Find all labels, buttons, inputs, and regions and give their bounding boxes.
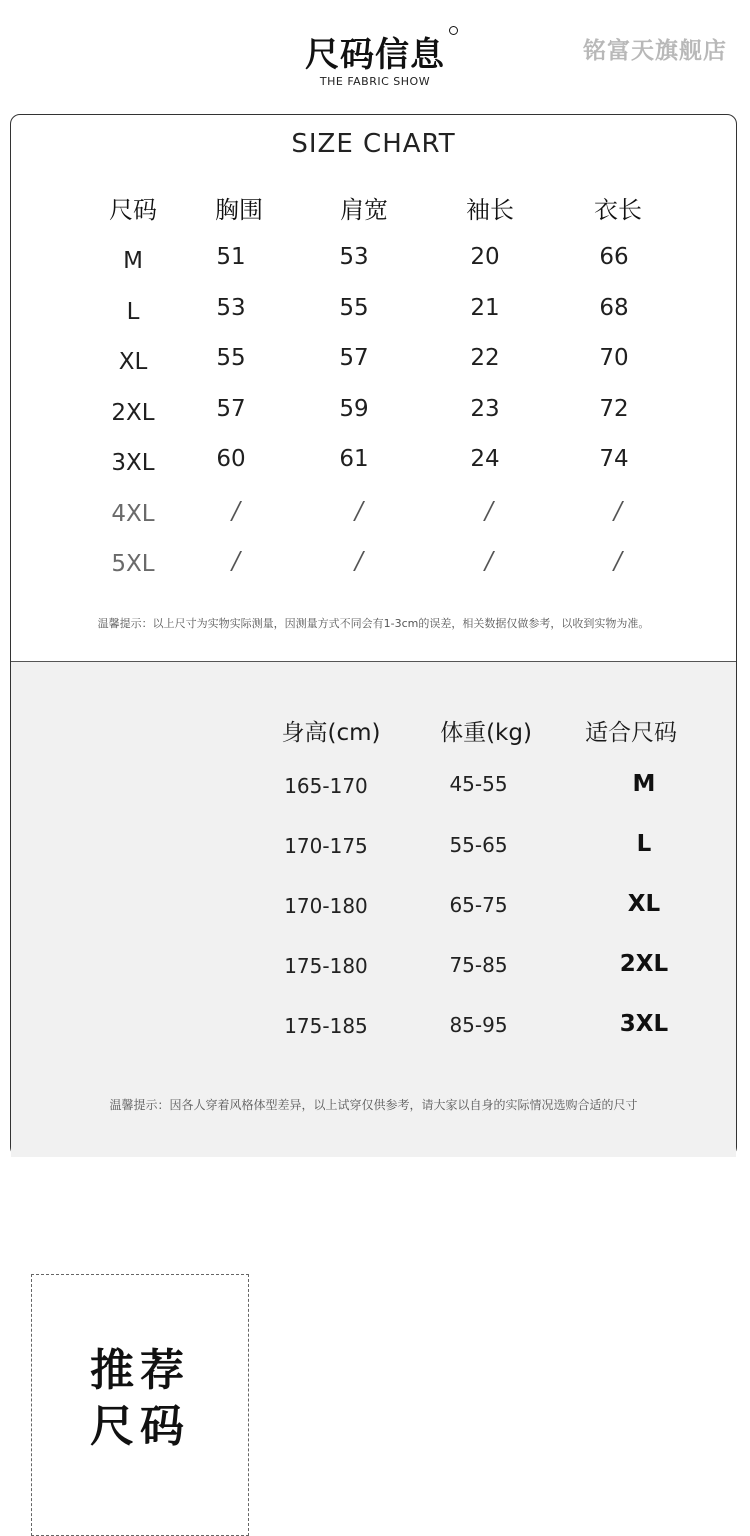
recommend-label-box xyxy=(31,1274,249,1536)
sleeve-cell: / xyxy=(484,497,494,525)
shoulder-cell: 61 xyxy=(339,446,369,472)
size-cell: 5XL xyxy=(111,551,155,577)
recommend-section xyxy=(11,661,736,1452)
size-card xyxy=(10,114,737,1452)
recommend-note: 温馨提示：因各人穿着风格体型差异，以上试穿仅供参考，请大家以自身的实际情况选购合适的尺寸 xyxy=(109,1098,638,1112)
height-cell: 175-180 xyxy=(284,954,368,978)
size-chart-title: SIZE CHART xyxy=(291,129,456,159)
col-header-sleeve: 袖长 xyxy=(466,196,514,224)
shoulder-cell: / xyxy=(354,547,364,575)
fit-size-cell: M xyxy=(632,771,656,797)
length-cell: 74 xyxy=(599,446,629,472)
fit-size-cell: 3XL xyxy=(619,1011,669,1037)
col-header-chest: 胸围 xyxy=(215,196,263,224)
weight-cell: 65-75 xyxy=(449,893,508,917)
col-header-size: 尺码 xyxy=(109,196,157,224)
sleeve-cell: / xyxy=(484,547,494,575)
sleeve-cell: 23 xyxy=(470,396,500,422)
sleeve-cell: 24 xyxy=(470,446,500,472)
length-cell: / xyxy=(613,497,623,525)
chest-cell: 55 xyxy=(216,345,246,371)
fit-size-cell: 2XL xyxy=(619,951,669,977)
shoulder-cell: 59 xyxy=(339,396,369,422)
page-subtitle: THE FABRIC SHOW xyxy=(319,75,431,88)
fit-size-cell: XL xyxy=(627,891,661,917)
sleeve-cell: 20 xyxy=(470,244,500,270)
size-cell: M xyxy=(123,248,143,274)
length-cell: 66 xyxy=(599,244,629,270)
chest-cell: 60 xyxy=(216,446,246,472)
height-cell: 165-170 xyxy=(284,774,368,798)
length-cell: 70 xyxy=(599,345,629,371)
height-cell: 175-185 xyxy=(284,1014,368,1038)
length-cell: 72 xyxy=(599,396,629,422)
chest-cell: / xyxy=(231,497,241,525)
weight-cell: 85-95 xyxy=(449,1013,508,1037)
weight-cell: 55-65 xyxy=(449,833,508,857)
shoulder-cell: 53 xyxy=(339,244,369,270)
chest-cell: 57 xyxy=(216,396,246,422)
col-header-height: 身高(cm) xyxy=(281,720,381,746)
col-header-weight: 体重(kg) xyxy=(440,720,532,746)
length-cell: 68 xyxy=(599,295,629,321)
recommend-title-line2: 尺码 xyxy=(90,1401,190,1452)
weight-cell: 45-55 xyxy=(449,772,508,796)
shoulder-cell: 55 xyxy=(339,295,369,321)
chest-cell: 51 xyxy=(216,244,246,270)
weight-cell: 75-85 xyxy=(449,953,508,977)
recommend-title-line1: 推荐 xyxy=(90,1345,190,1396)
store-watermark: 铭富天旗舰店 xyxy=(583,38,727,64)
degree-ring-icon xyxy=(449,26,458,35)
size-cell: XL xyxy=(118,349,148,375)
sleeve-cell: 21 xyxy=(470,295,500,321)
shoulder-cell: / xyxy=(354,497,364,525)
col-header-fit-size: 适合尺码 xyxy=(585,720,677,746)
size-cell: 4XL xyxy=(111,501,155,527)
size-cell: 2XL xyxy=(111,400,155,426)
recommend-title xyxy=(32,1343,248,1455)
size-cell: L xyxy=(126,299,140,325)
fit-size-cell: L xyxy=(636,831,652,857)
chest-cell: / xyxy=(231,547,241,575)
length-cell: / xyxy=(613,547,623,575)
shoulder-cell: 57 xyxy=(339,345,369,371)
height-cell: 170-180 xyxy=(284,894,368,918)
chest-cell: 53 xyxy=(216,295,246,321)
col-header-length: 衣长 xyxy=(594,196,642,224)
col-header-shoulder: 肩宽 xyxy=(340,196,388,224)
size-chart-note: 温馨提示：以上尺寸为实物实际测量，因测量方式不同会有1-3cm的误差，相关数据仅做参考，以收到实物为准。 xyxy=(97,617,650,630)
height-cell: 170-175 xyxy=(284,834,368,858)
page-title: 尺码信息 xyxy=(305,35,445,75)
size-cell: 3XL xyxy=(111,450,155,476)
sleeve-cell: 22 xyxy=(470,345,500,371)
